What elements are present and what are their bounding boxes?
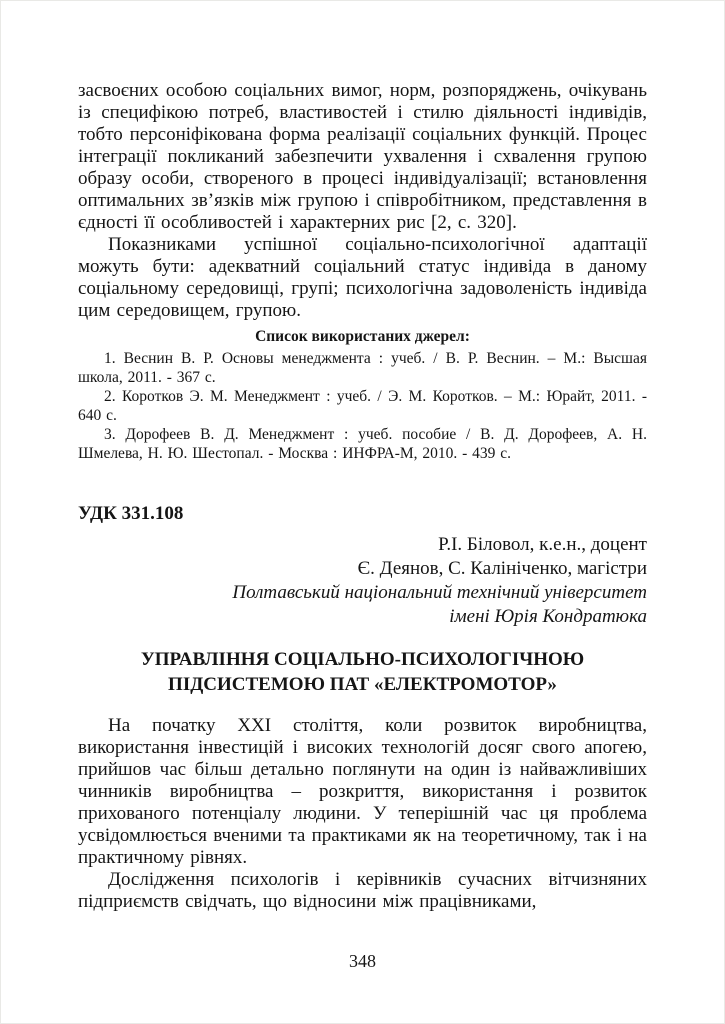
reference-item-3: 3. Дорофеев В. Д. Менеджмент : учеб. пособие / В. Д. Дорофеев, А. Н. Шмелева, Н. Ю. Шестопал. - Москва : ИНФРА-М, 2010. - 439 с. — [78, 426, 647, 462]
article-title-line-2: ПІДСИСТЕМОЮ ПАТ «ЕЛЕКТРОМОТОР» — [168, 674, 557, 695]
author-block — [78, 533, 647, 629]
reference-item-1: 1. Веснин В. Р. Основы менеджмента : учеб. / В. Р. Веснин. – М.: Высшая школа, 2011. - 367 с. — [78, 350, 647, 386]
article-paragraph-1: На початку XXI століття, коли розвиток виробництва, використання інвестицій і високих технологій досяг свого апогею, прийшов час більш детально поглянути на один із найважливіших чинників виробництва – розкриття, використання і розвиток прихованого потенціалу людини. У теперішній час ця проблема усвідомлюється вченими та практиками як на теоретичному, так і на практичному рівнях. — [78, 715, 647, 868]
udc-code: УДК 331.108 — [78, 503, 184, 524]
affiliation-line-1: Полтавський національний технічний університет — [232, 582, 647, 603]
affiliation-line-2: імені Юрія Кондратюка — [449, 606, 647, 627]
body-paragraph: Показниками успішної соціально-психологічної адаптації можуть бути: адекватний соціальний статус індивіда в даному соціальному середовищі, групі; психологічна задоволеність індивіда цим середовищем, групою. — [78, 234, 647, 321]
references-heading: Список використаних джерел: — [255, 328, 470, 345]
page-number: 348 — [349, 951, 376, 971]
author-line-1: Р.І. Біловол, к.е.н., доцент — [438, 534, 647, 555]
article-title — [78, 647, 647, 697]
author-line-2: Є. Деянов, С. Калініченко, магістри — [357, 558, 647, 579]
article-title-line-1: УПРАВЛІННЯ СОЦІАЛЬНО-ПСИХОЛОГІЧНОЮ — [140, 649, 585, 670]
article-paragraph-2: Дослідження психологів і керівників сучасних вітчизняних підприємств свідчать, що відносини між працівниками, — [78, 869, 647, 912]
body-paragraph-continuation: засвоєних особою соціальних вимог, норм, розпоряджень, очікувань із специфікою потреб, властивостей і стилю діяльності індивідів, тобто персоніфікована форма реалізації соціальних функцій. Процес інтеграції покликаний забезпечити ухвалення і схвалення групою образу особи, створеного в процесі індивідуалізації; встановлення оптимальних зв’язків між групою і співробітником, представлення в єдності її особливостей і характерних рис [2, с. 320]. — [78, 80, 647, 233]
reference-item-2: 2. Коротков Э. М. Менеджмент : учеб. / Э. М. Коротков. – М.: Юрайт, 2011. - 640 с. — [78, 388, 647, 424]
